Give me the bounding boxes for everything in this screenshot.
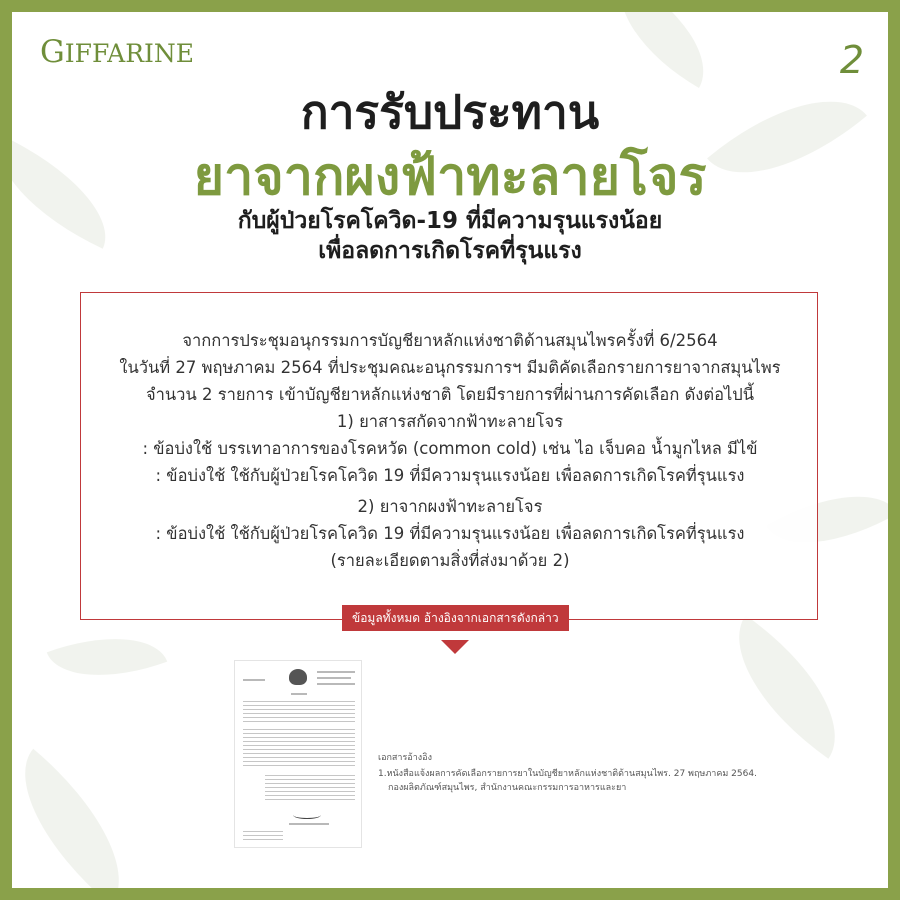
down-arrow-icon [441,640,469,654]
document-text-line [291,693,307,695]
document-paragraph [243,729,355,769]
document-paragraph [243,831,283,843]
document-text-line [289,823,329,825]
subtitle-line-1: กับผู้ป่วยโรคโควิด-19 ที่มีความรุนแรงน้อย [237,208,663,234]
reference-label: เอกสารอ้างอิง [378,753,432,763]
item-2-note: (รายละเอียดตามสิ่งที่ส่งมาด้วย 2) [330,551,570,570]
info-intro-line-2: ในวันที่ 27 พฤษภาคม 2564 ที่ประชุมคณะอนุกรรมการฯ มีมติคัดเลือกรายการยาจากสมุนไพร [119,358,781,377]
background-leaf [12,749,156,888]
info-intro-line-1: จากการประชุมอนุกรรมการบัญชียาหลักแห่งชาติด้านสมุนไพรครั้งที่ 6/2564 [182,331,718,350]
background-leaf [705,615,868,758]
garuda-emblem-icon [289,669,307,685]
reference-tag: ข้อมูลทั้งหมด อ้างอิงจากเอกสารดังกล่าว [342,605,569,631]
background-leaf [47,615,167,700]
document-text-line [317,677,351,679]
title-line-2: ยาจากผงฟ้าทะลายโจร [193,147,707,207]
info-intro-line-3: จำนวน 2 รายการ เข้าบัญชียาหลักแห่งชาติ โดยมีรายการที่ผ่านการคัดเลือก ดังต่อไปนี้ [145,385,755,404]
document-text-line [317,671,355,673]
signature-icon [293,811,321,819]
document-text-line [243,679,265,681]
page-number: 2 [839,38,864,82]
info-text [81,327,819,574]
info-box [80,292,818,620]
document-paragraph [265,775,355,803]
item-2-indication-1: : ข้อบ่งใช้ ใช้กับผู้ป่วยโรคโควิด 19 ที่มีความรุนแรงน้อย เพื่อลดการเกิดโรคที่รุนแรง [155,524,745,543]
reference-line-2: กองผลิตภัณฑ์สมุนไพร, สำนักงานคณะกรรมการอาหารและยา [388,783,627,793]
item-2-title: 2) ยาจากผงฟ้าทะลายโจร [357,497,543,516]
document-text-line [317,683,355,685]
poster [12,12,888,888]
item-1-indication-2: : ข้อบ่งใช้ ใช้กับผู้ป่วยโรคโควิด 19 ที่มีความรุนแรงน้อย เพื่อลดการเกิดโรคที่รุนแรง [155,466,745,485]
subtitle [12,206,888,266]
item-1-title: 1) ยาสารสกัดจากฟ้าทะลายโจร [336,412,564,431]
document-paragraph [243,701,355,723]
giffarine-logo: GIFFARINE [40,34,195,70]
title-line-1: การรับประทาน [300,85,600,139]
subtitle-line-2: เพื่อลดการเกิดโรคที่รุนแรง [318,238,582,264]
item-1-indication-1: : ข้อบ่งใช้ บรรเทาอาการของโรคหวัด (common cold) เช่น ไอ เจ็บคอ น้ำมูกไหล มีไข้ [142,439,758,458]
document-thumbnail [234,660,362,848]
reference-line-1: 1.หนังสือแจ้งผลการคัดเลือกรายการยาในบัญชียาหลักแห่งชาติด้านสมุนไพร. 27 พฤษภาคม 2564. [378,769,757,779]
